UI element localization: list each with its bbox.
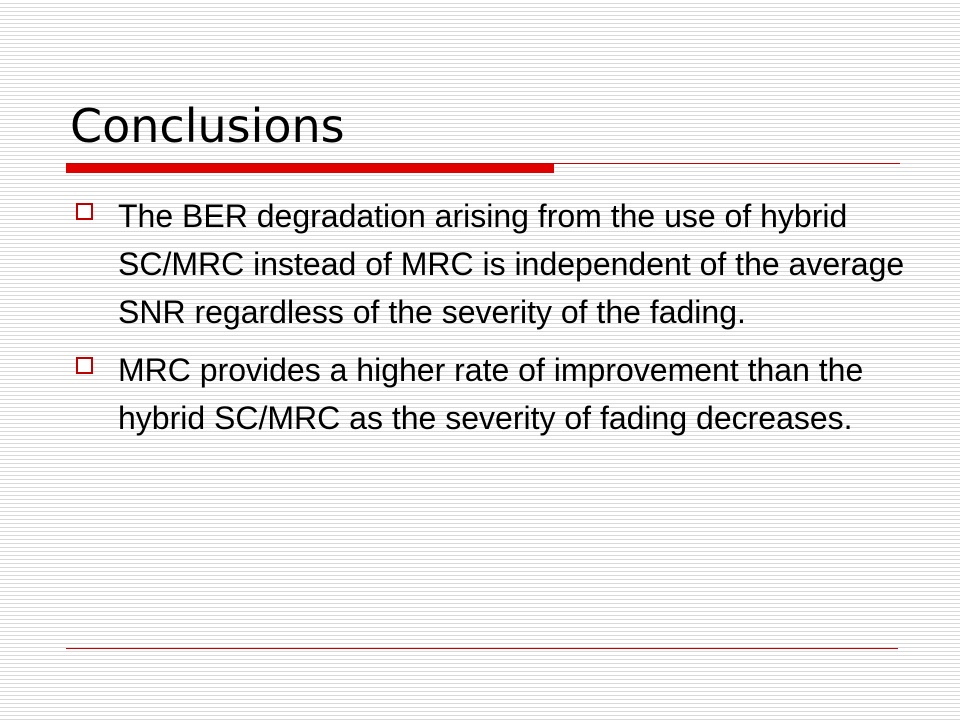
bullet-item <box>0 192 960 336</box>
bullet-text: The BER degradation arising from the use of hybrid SC/MRC instead of MRC is independent of the average SNR regardless of the severity of the fading. <box>118 198 905 330</box>
bullet-list <box>0 192 960 452</box>
hollow-square-bullet-icon <box>76 203 93 220</box>
slide-title: Conclusions <box>70 99 345 153</box>
title-underline-accent <box>66 164 554 173</box>
bullet-item <box>0 346 960 442</box>
hollow-square-bullet-icon <box>76 357 93 374</box>
footer-divider <box>66 648 898 649</box>
bullet-text: MRC provides a higher rate of improvement than the hybrid SC/MRC as the severity of fading decreases. <box>118 352 864 436</box>
